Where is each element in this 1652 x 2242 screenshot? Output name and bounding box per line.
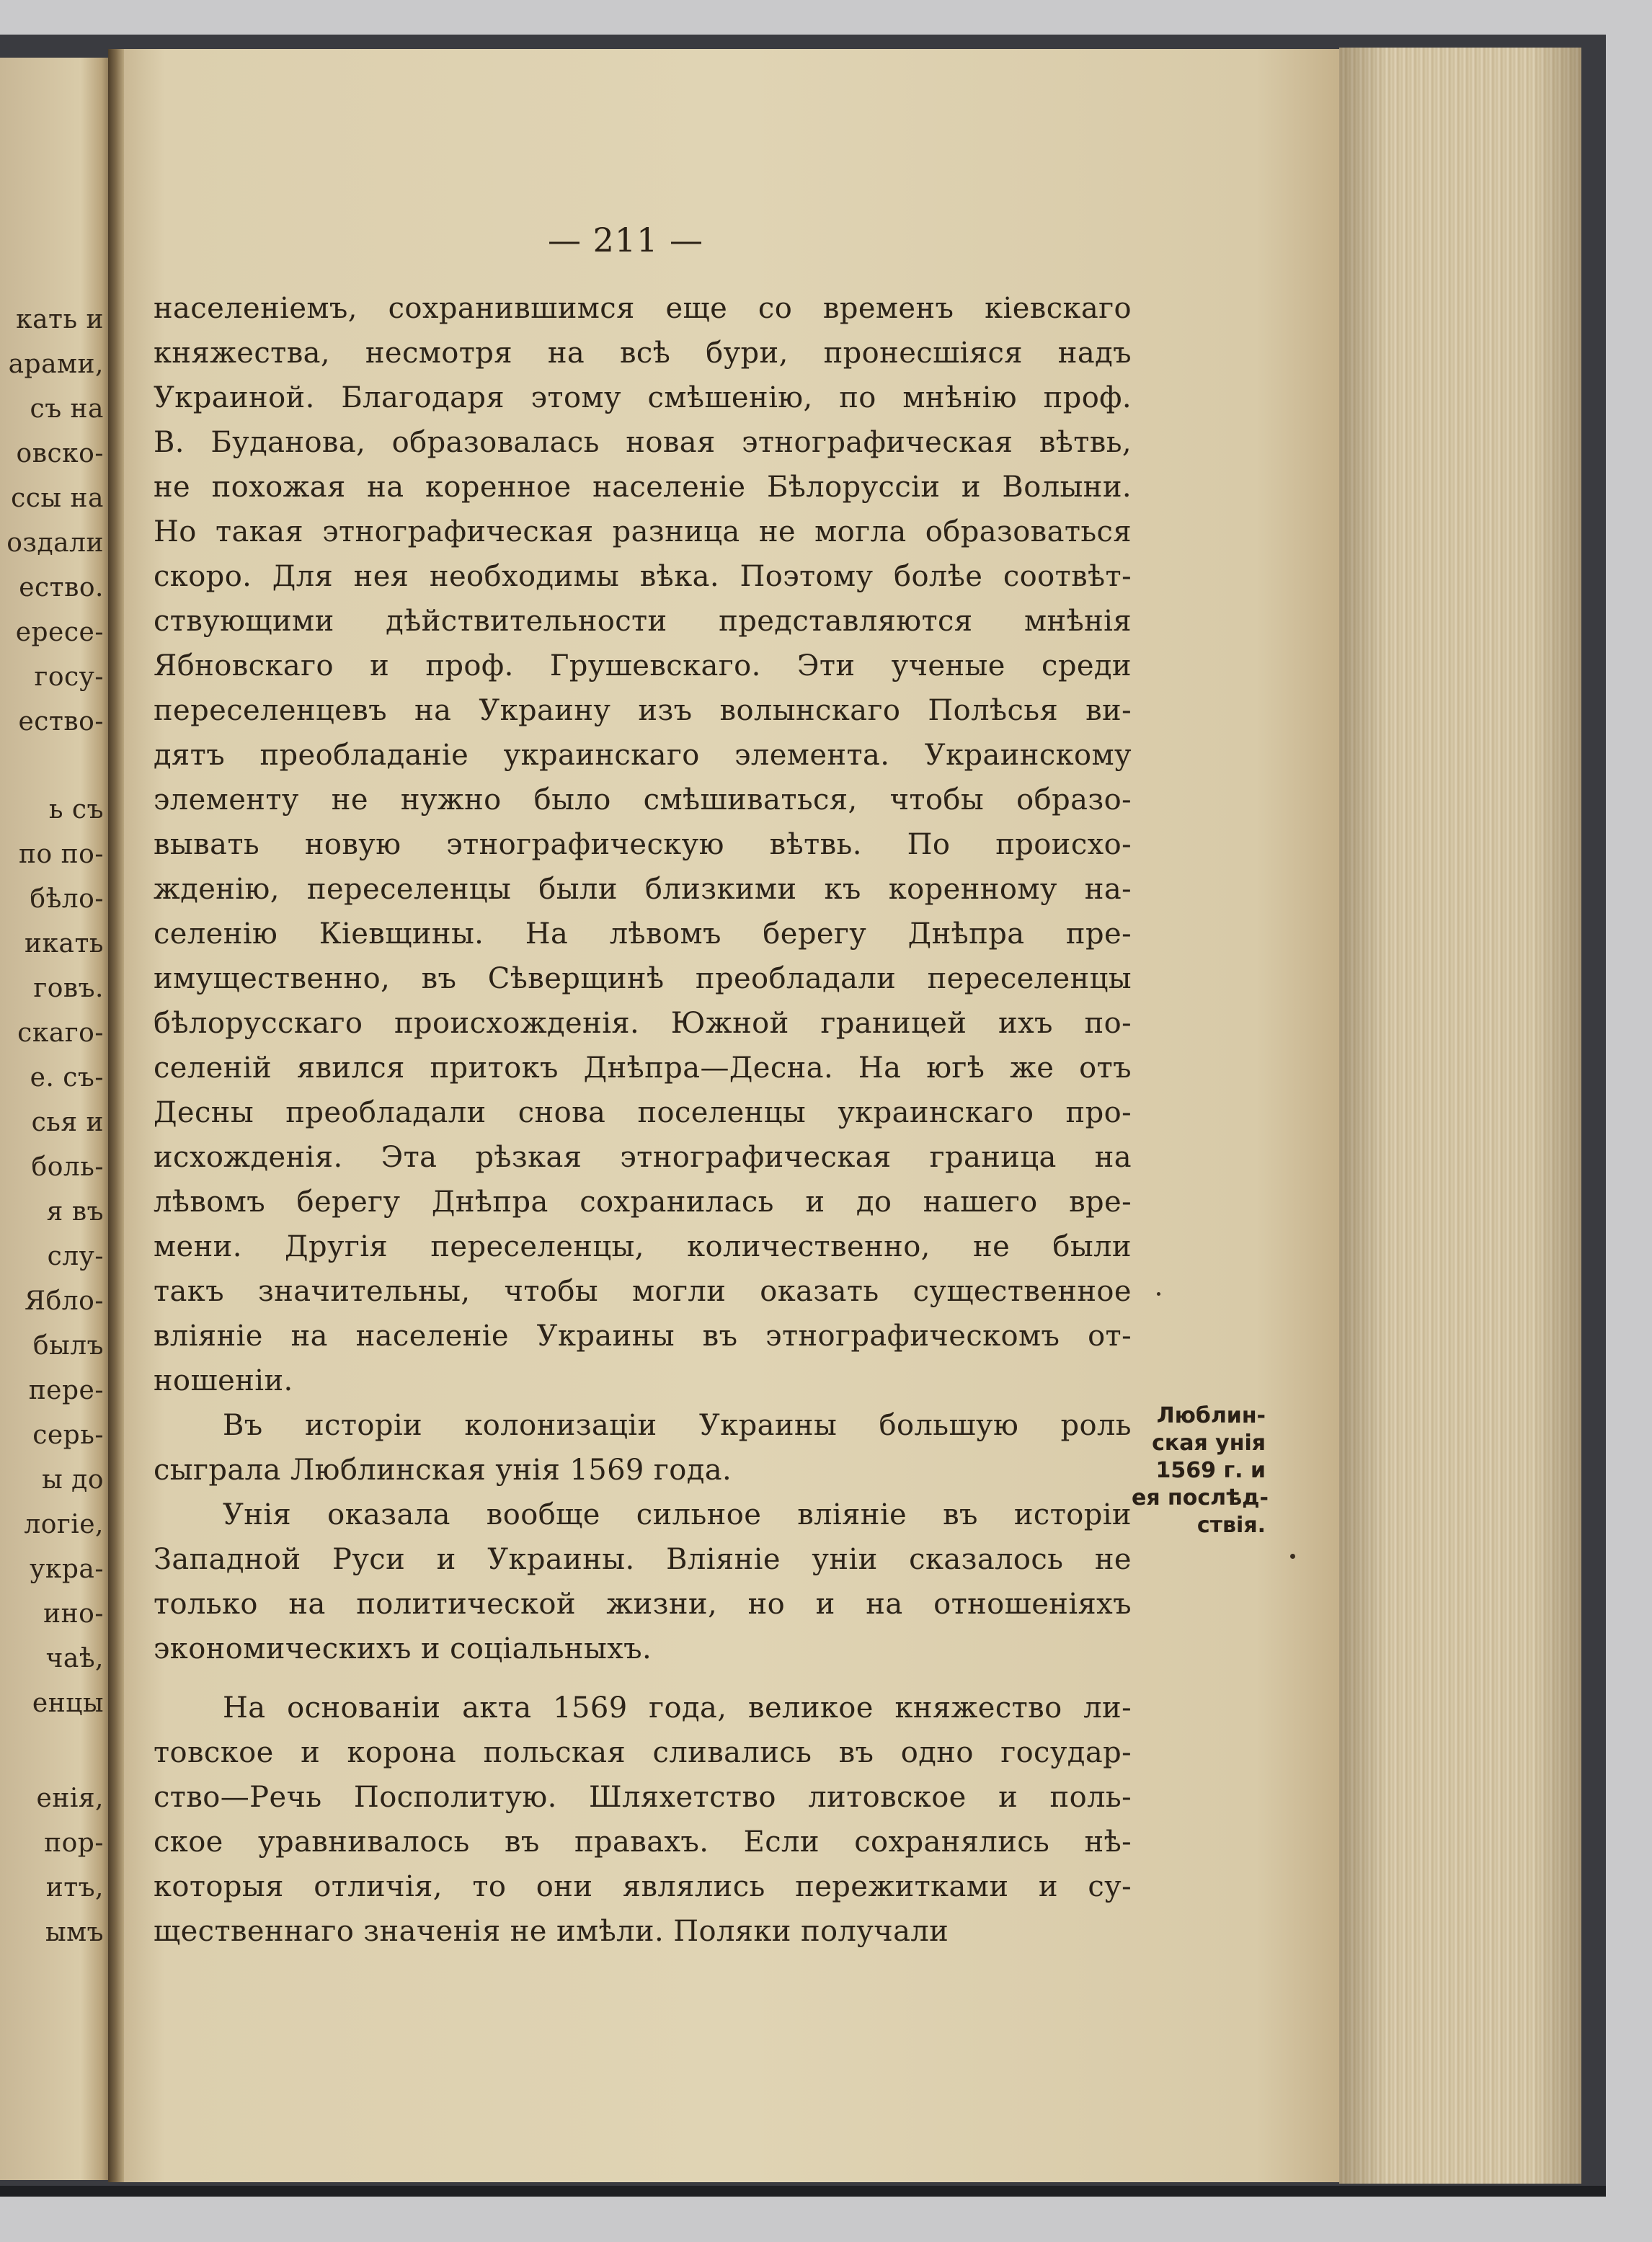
left-page-fragment: Ябло- bbox=[25, 1286, 104, 1316]
text-line: Унія оказала вообще сильное вліяніе въ исторіи bbox=[223, 1498, 1132, 1531]
left-page-fragment: съ на bbox=[30, 394, 104, 424]
left-page-fragment: итъ, bbox=[45, 1873, 104, 1903]
text-line: ношеніи. bbox=[154, 1364, 293, 1397]
text-line: Ябновскаго и проф. Грушевскаго. Эти ученые среди bbox=[154, 649, 1132, 682]
text-line: элементу не нужно было смѣшиваться, чтобы образо- bbox=[154, 783, 1132, 817]
book-scan bbox=[0, 35, 1606, 2197]
text-line: щественнаго значенія не имѣли. Поляки получали bbox=[154, 1915, 949, 1948]
text-line: дятъ преобладаніе украинскаго элемента. Украинскому bbox=[154, 739, 1132, 772]
margin-note-line: Люблин- bbox=[1156, 1403, 1266, 1428]
text-line: Въ исторіи колонизаціи Украины большую роль bbox=[223, 1409, 1132, 1442]
left-page-fragment: ересе- bbox=[15, 618, 104, 647]
left-page-fragment: икать bbox=[25, 929, 104, 958]
left-page-fragment: ество. bbox=[19, 573, 104, 602]
text-line: только на политической жизни, но и на отношеніяхъ bbox=[154, 1588, 1132, 1621]
left-page-fragment: укра- bbox=[30, 1554, 104, 1584]
text-line: бѣлорусскаго происхожденія. Южной границей ихъ по- bbox=[154, 1007, 1132, 1040]
margin-note-line: ская унія bbox=[1152, 1431, 1266, 1456]
text-line: ское уравнивалось въ правахъ. Если сохранялись нѣ- bbox=[154, 1825, 1132, 1859]
text-line: вліяніе на населеніе Украины въ этнографическомъ от- bbox=[154, 1320, 1132, 1353]
left-page-fragment: по по- bbox=[19, 840, 104, 869]
left-page-fragment: пор- bbox=[44, 1828, 104, 1858]
text-line: товское и корона польская сливались въ одно государ- bbox=[154, 1736, 1132, 1769]
left-page-fragment: логіе, bbox=[24, 1510, 104, 1539]
text-line: жденію, переселенцы были близкими къ коренному на- bbox=[154, 873, 1132, 906]
paper-speck bbox=[1290, 1554, 1295, 1559]
left-page-fragment: ь съ bbox=[48, 795, 104, 824]
text-line: Но такая этнографическая разница не могла образоваться bbox=[154, 515, 1132, 548]
left-page-fragment: ссы на bbox=[11, 484, 104, 513]
left-page-fragment: боль- bbox=[31, 1152, 104, 1182]
left-page-fragment: ымъ bbox=[45, 1918, 104, 1947]
text-line: переселенцевъ на Украину изъ волынскаго Полѣсья ви- bbox=[154, 694, 1132, 727]
left-page-fragment: ество- bbox=[18, 707, 104, 737]
left-page-fragment: енія, bbox=[36, 1784, 104, 1813]
text-line: На основаніи акта 1569 года, великое княжество ли- bbox=[223, 1691, 1132, 1725]
text-line: экономическихъ и соціальныхъ. bbox=[154, 1632, 652, 1665]
text-line: мени. Другія переселенцы, количественно, не были bbox=[154, 1230, 1132, 1263]
margin-note-line: ствія. bbox=[1196, 1513, 1266, 1538]
text-line: населеніемъ, сохранившимся еще со временъ кіевскаго bbox=[154, 292, 1132, 325]
text-line: вывать новую этнографическую вѣтвь. По происхо- bbox=[154, 828, 1132, 861]
left-page-fragment: арами, bbox=[8, 350, 104, 379]
page-block-edge bbox=[1339, 48, 1581, 2184]
book-gutter bbox=[108, 49, 124, 2182]
page-number: — 211 — bbox=[548, 221, 704, 259]
left-page-fragment: пере- bbox=[28, 1376, 104, 1405]
left-page-fragment: слу- bbox=[47, 1242, 104, 1271]
text-line: ство—Речь Посполитую. Шляхетство литовское и поль- bbox=[154, 1781, 1132, 1814]
scan-bottom-edge bbox=[0, 2186, 1606, 2197]
left-page-fragment: енцы bbox=[32, 1689, 104, 1718]
text-line: имущественно, въ Сѣверщинѣ преобладали переселенцы bbox=[154, 962, 1132, 995]
left-page-fragment: былъ bbox=[32, 1331, 104, 1361]
text-line: селенію Кіевщины. На лѣвомъ берегу Днѣпра пре- bbox=[154, 917, 1132, 951]
text-line: селеній явился притокъ Днѣпра—Десна. На югѣ же отъ bbox=[154, 1051, 1132, 1085]
text-line: скоро. Для нея необходимы вѣка. Поэтому болѣе соотвѣт- bbox=[154, 560, 1132, 593]
left-page-fragment: е. съ- bbox=[30, 1063, 104, 1093]
left-page-fragment: кать и bbox=[16, 305, 104, 334]
left-page-fragment: ы до bbox=[42, 1465, 104, 1495]
text-line: В. Буданова, образовалась новая этнографическая вѣтвь, bbox=[154, 426, 1132, 459]
left-page-fragment: я въ bbox=[46, 1197, 104, 1227]
left-page-fragment: ино- bbox=[43, 1599, 104, 1629]
text-line: не похожая на коренное населеніе Бѣлоруссіи и Волыни. bbox=[154, 471, 1132, 504]
left-page-fragment: чаѣ, bbox=[45, 1644, 104, 1673]
margin-note-line: ея послѣд- bbox=[1132, 1485, 1269, 1511]
left-page-fragment: оздали bbox=[6, 528, 104, 558]
text-line: сыграла Люблинская унія 1569 года. bbox=[154, 1454, 732, 1487]
text-line: лѣвомъ берегу Днѣпра сохранилась и до нашего вре- bbox=[154, 1185, 1132, 1219]
text-line: княжества, несмотря на всѣ бури, пронесшіяся надъ bbox=[154, 337, 1132, 370]
left-page-fragment: овско- bbox=[16, 439, 104, 468]
text-line: ствующими дѣйствительности представляются мнѣнія bbox=[154, 605, 1132, 638]
left-page-fragment: говъ. bbox=[33, 974, 104, 1003]
text-line: Десны преобладали снова поселенцы украинскаго про- bbox=[154, 1096, 1132, 1129]
margin-note-line: 1569 г. и bbox=[1155, 1458, 1266, 1483]
left-page-fragment: госу- bbox=[34, 662, 104, 692]
left-page-edge bbox=[0, 58, 115, 2180]
text-line: которыя отличія, то они являлись пережитками и су- bbox=[154, 1870, 1132, 1903]
text-line: Западной Руси и Украины. Вліяніе уніи сказалось не bbox=[154, 1543, 1132, 1576]
left-page-fragment: серь- bbox=[32, 1420, 104, 1450]
left-page-fragment: скаго- bbox=[17, 1018, 104, 1048]
left-page-fragment: сья и bbox=[31, 1108, 104, 1137]
text-line: Украиной. Благодаря этому смѣшенію, по мнѣнію проф. bbox=[154, 381, 1132, 414]
paper-speck bbox=[1157, 1292, 1160, 1296]
text-line: такъ значительны, чтобы могли оказать существенное bbox=[154, 1275, 1132, 1308]
left-page-fragment: бѣло- bbox=[30, 884, 104, 914]
text-line: исхожденія. Эта рѣзкая этнографическая граница на bbox=[154, 1141, 1132, 1174]
